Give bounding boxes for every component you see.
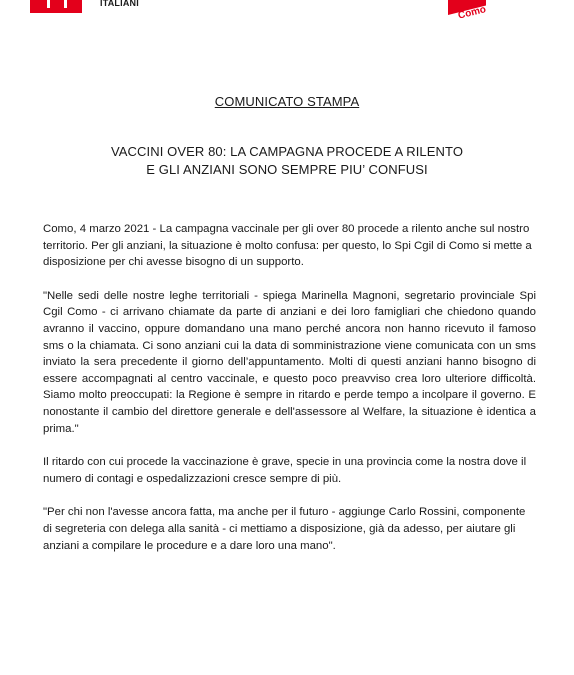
spi-logo-icon [30,0,82,13]
title-line: VACCINI OVER 80: LA CAMPAGNA PROCEDE A RILENTO [110,144,464,159]
document-body [43,221,536,571]
paragraph: "Per chi non l'avesse ancora fatta, ma anche per il futuro - aggiunge Carlo Rossini, componente di segreteria con delega alla sanità - ci mettiamo a disposizione, già da adesso, per aiutare gli anziani a compilare le procedure e a dare loro una mano". [43,506,526,552]
paragraph: "Nelle sedi delle nostre leghe territoriali - spiega Marinella Magnoni, segretario provinciale Spi Cgil Como - ci arrivano chiamate da parte di anziani e dei loro famigliari che chiedono quando avranno il vaccino, oppure domandano una mano perché ancora non hanno ricevuto il famoso sms o la chiamata. Ci sono anziani cui la data di somministrazione viene comunicata con un sms inviato la sera precedente il giorno dell’appuntamento. Molti di questi anziani hanno bisogno di essere accompagnati al centro vaccinale, e questo poco preavviso crea loro ulteriore difficoltà. Siamo molto preoccupati: la Regione è sempre in ritardo e perde tempo a incolpare il governo. E nonostante il cambio del direttore generale e dell'assessore al Welfare, la situazione è identica a prima." [43,289,536,435]
title-line: E GLI ANZIANI SONO SEMPRE PIU’ CONFUSI [146,162,428,177]
document-label: COMUNICATO STAMPA [214,94,360,109]
document-title [0,143,574,179]
logo-left-label: ITALIANI [100,0,139,8]
logo-right-label: Como [457,4,488,22]
paragraph: Il ritardo con cui procede la vaccinazione è grave, specie in una provincia come la nostra dove il numero di contagi e ospedalizzazioni cresce sempre di più. [43,456,527,485]
paragraph: Como, 4 marzo 2021 - La campagna vaccinale per gli over 80 procede a rilento anche sul nostro territorio. Per gli anziani, la situazione è molto confusa: per questo, lo Spi Cgil di Como si mette a disposizione per chi avesse bisogno di un supporto. [43,223,532,269]
